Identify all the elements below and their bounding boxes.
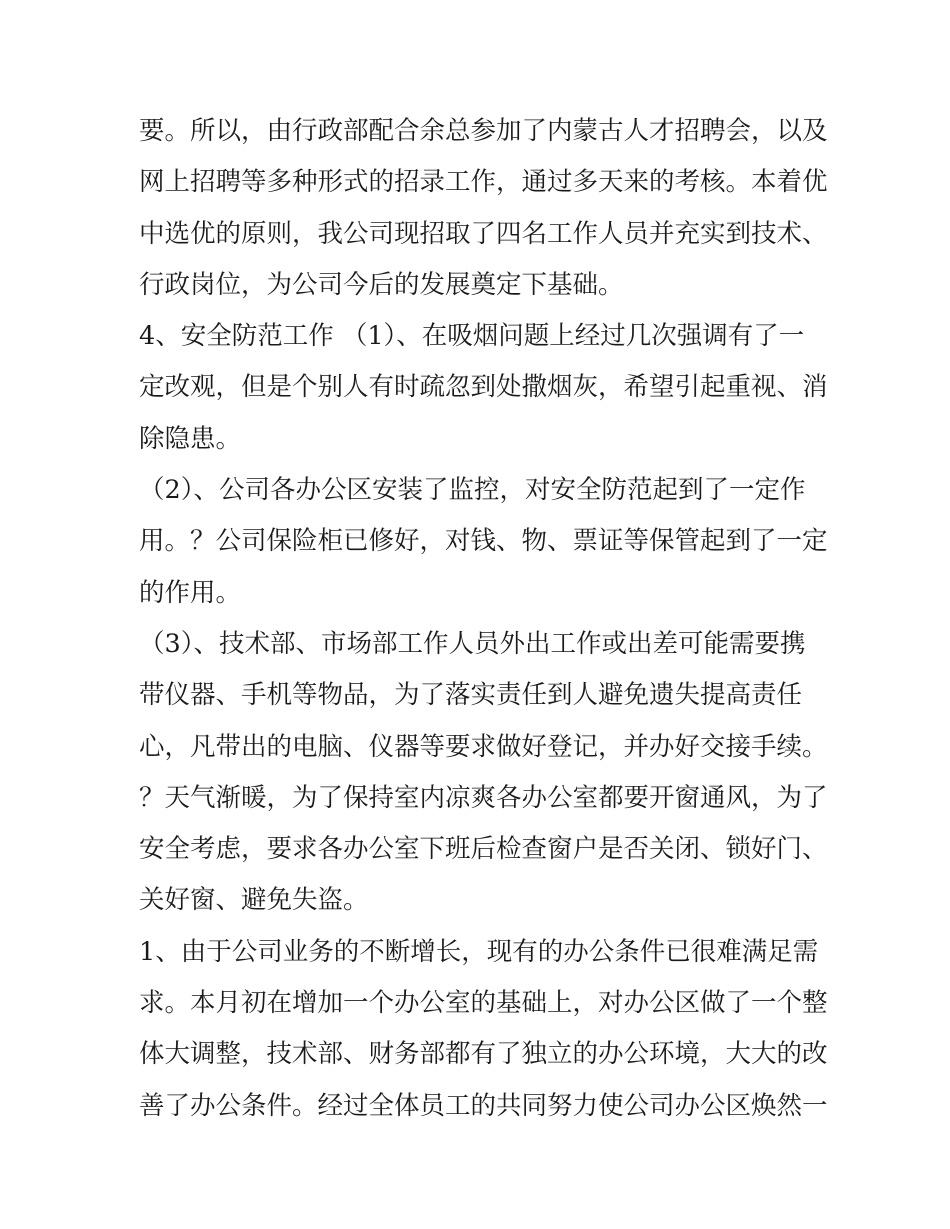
text-line: 善了办公条件。经过全体员工的共同努力使公司办公区焕然一 — [139, 1090, 828, 1121]
text-line: ？天气渐暖，为了保持室内凉爽各办公室都要开窗通风，为了 — [139, 782, 828, 813]
text-line: 要。所以，由行政部配合余总参加了内蒙古人才招聘会，以及 — [139, 116, 828, 146]
text-line: 的作用。 — [139, 577, 242, 608]
text-line: （2）、公司各办公区安装了监控，对安全防范起到了一定作 — [139, 475, 806, 506]
text-line: 行政岗位，为公司今后的发展奠定下基础。 — [139, 269, 624, 300]
text-line: 中选优的原则，我公司现招取了四名工作人员并充实到技术、 — [139, 218, 828, 249]
text-line: （3）、技术部、市场部工作人员外出工作或出差可能需要携 — [139, 628, 806, 659]
text-line: 1、由于公司业务的不断增长，现有的办公条件已很难满足需 — [139, 936, 819, 967]
text-line: 关好窗、避免失盗。 — [139, 885, 369, 916]
text-line: 安全考虑，要求各办公室下班后检查窗户是否关闭、锁好门、 — [139, 834, 828, 865]
text-line: 除隐患。 — [139, 423, 242, 454]
text-line: 体大调整，技术部、财务部都有了独立的办公环境，大大的改 — [139, 1039, 828, 1070]
text-line: 4、安全防范工作 （1）、在吸烟问题上经过几次强调有了一 — [139, 321, 805, 352]
text-line: 求。本月初在增加一个办公室的基础上，对办公区做了一个整 — [139, 988, 828, 1019]
text-line: 网上招聘等多种形式的招录工作，通过多天来的考核。本着优 — [139, 167, 828, 198]
text-line: 心，凡带出的电脑、仪器等要求做好登记，并办好交接手续。 — [139, 731, 828, 762]
text-line: 定改观，但是个别人有时疏忽到处撒烟灰，希望引起重视、消 — [139, 372, 828, 403]
document-body — [139, 106, 829, 1132]
text-line: 带仪器、手机等物品，为了落实责任到人避免遗失提高责任 — [139, 680, 803, 711]
text-line: 用。？公司保险柜已修好，对钱、物、票证等保管起到了一定 — [139, 526, 828, 557]
